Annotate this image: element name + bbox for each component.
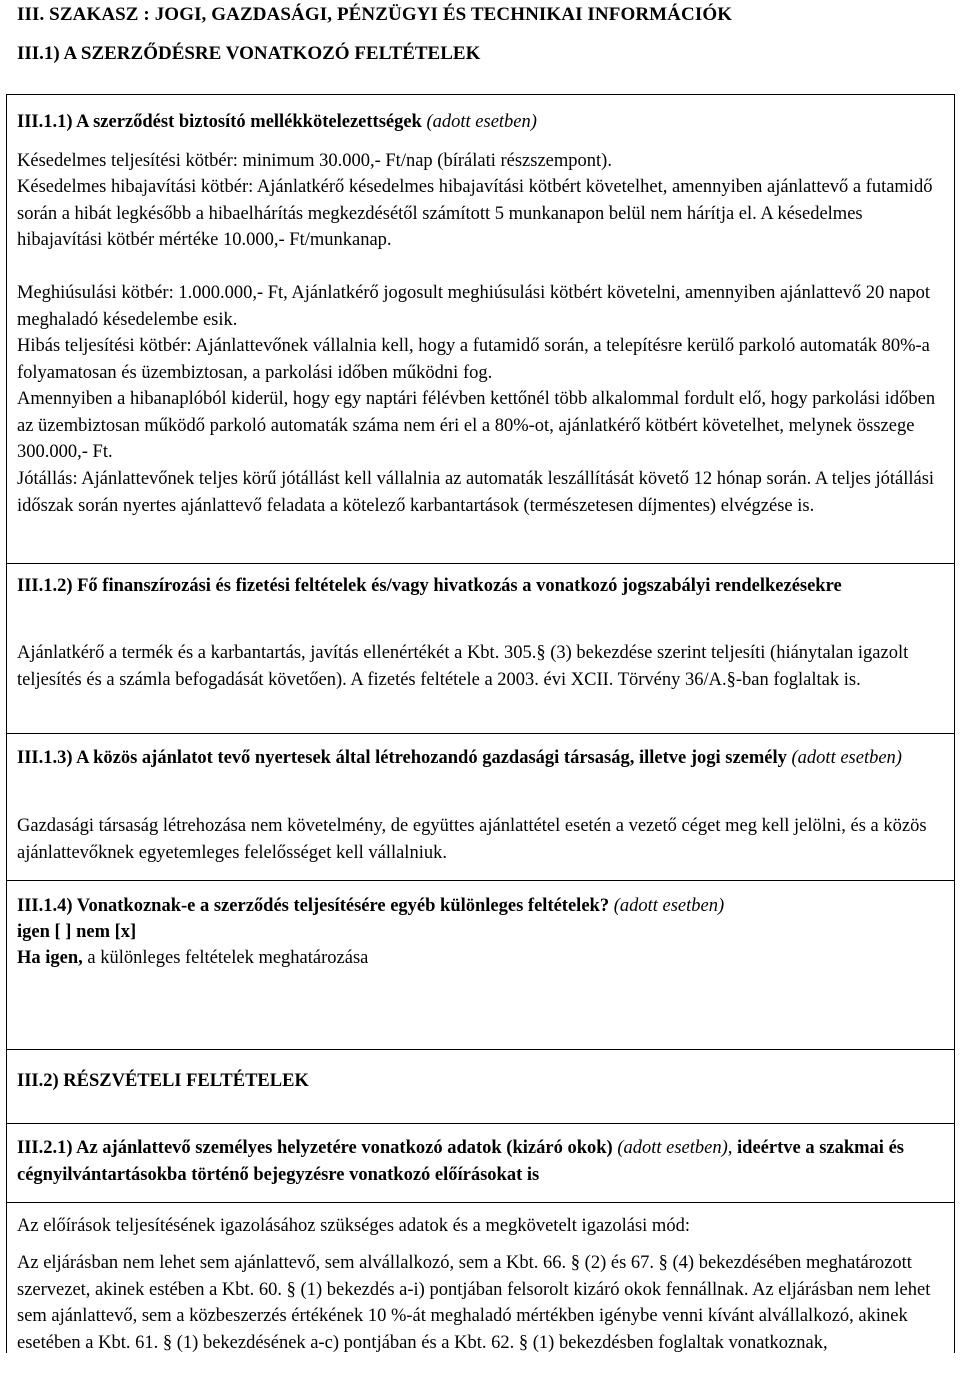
- divider: [6, 880, 955, 881]
- divider: [6, 733, 955, 734]
- s111-warranty: Jótállás: Ajánlattevőnek teljes körű jótállást kell vállalnia az automaták leszállítását követő 12 hónap során. A teljes jótállási időszak során nyertes ajánlattevő feladata a kötelező karbantartások (természetesen díjmentes) elvégzése is.: [17, 469, 935, 516]
- s111-heading-bold: III.1.1) A szerződést biztosító mellékkötelezettségek: [17, 112, 422, 132]
- s111-heading-italic: (adott esetben): [426, 112, 537, 132]
- s114-choice: igen [ ] nem [x]: [17, 922, 137, 942]
- s21-heading-bold: III.2.1) Az ajánlattevő személyes helyzetére vonatkozó adatok (kizáró okok): [17, 1138, 613, 1158]
- divider: [6, 1202, 955, 1203]
- s2-heading: [17, 1068, 947, 1095]
- s112-body: Ajánlatkérő a termék és a karbantartás, javítás ellenértékét a Kbt. 305.§ (3) bekezdése szerint teljesíti (hiánytalan igazolt teljesítés és a számla befogadását követően). A fizetés feltétele a 2003. évi XCII. Törvény 36/A.§-ban foglaltak is.: [17, 643, 909, 690]
- s2-heading-prefix: III.2) R: [17, 1071, 77, 1091]
- s112-heading: III.1.2) Fő finanszírozási és fizetési feltételek és/vagy hivatkozás a vonatkozó jogszabályi rendelkezésekre: [17, 576, 842, 596]
- s21-heading-italic: (adott esetben),: [617, 1138, 733, 1158]
- s114-if-yes-label: Ha igen,: [17, 948, 83, 968]
- s111-failure-penalty: Meghiúsulási kötbér: 1.000.000,- Ft, Ajánlatkérő jogosult meghiúsulási kötbért követelni, amennyiben ajánlattevő 20 napot meghaladó késedelembe esik.: [17, 283, 931, 330]
- divider: [6, 1123, 955, 1124]
- s114-if-yes: [17, 945, 947, 972]
- subsection-title: [17, 41, 480, 68]
- s114-if-yes-text: a különleges feltételek meghatározása: [82, 948, 369, 968]
- s113-heading-bold: III.1.3) A közös ajánlatot tevő nyertesek által létrehozandó gazdasági társaság, illetve jogi személy: [17, 748, 787, 768]
- s21-intro: Az előírások teljesítésének igazolásához szükséges adatok és a megkövetelt igazolási mód:: [17, 1216, 690, 1236]
- s111-heading: [17, 109, 947, 136]
- divider: [6, 563, 955, 564]
- subsection-prefix: III.1) A: [17, 43, 77, 64]
- s111-delay-penalty: Késedelmes teljesítési kötbér: minimum 30.000,- Ft/nap (bírálati részszempont).: [17, 151, 612, 171]
- s111-faulty-performance: Hibás teljesítési kötbér: Ajánlattevőnek vállalnia kell, hogy a futamidő során, a telepítésre kerülő parkoló automaták 80%-a folyamatosan és üzembiztosan, a parkolási időben működni fog.: [17, 336, 930, 383]
- s21-heading: [17, 1135, 947, 1188]
- section-title: III. SZAKASZ : JOGI, GAZDASÁGI, PÉNZÜGYI ÉS TECHNIKAI INFORMÁCIÓK: [17, 4, 733, 25]
- s21-heading-bold-cont: ideértve a szakmai és cégnyilvántartásokba történő bejegyzésre vonatkozó előírásokat is: [17, 1138, 904, 1185]
- s114-heading: [17, 893, 947, 920]
- s21-body: Az eljárásban nem lehet sem ajánlattevő, sem alvállalkozó, sem a Kbt. 66. § (2) és 67. § (4) bekezdésében meghatározott szervezet, akinek estében a Kbt. 60. § (1) bekezdés a-i) pontjában felsorolt kizáró okok fennállnak. Az eljárásban nem lehet sem ajánlattevő, sem a közbeszerzés értékének 10 %-át meghaladó mértékben igénybe venni kívánt alvállalkozó, akinek esetében a Kbt. 61. § (1) bekezdésének a-c) pontjában és a Kbt. 62. § (1) bekezdésben foglaltak vonatkoznak,: [17, 1253, 931, 1353]
- subsection-name: SZERZŐDÉSRE VONATKOZÓ FELTÉTELEK: [80, 43, 481, 64]
- s111-fault-log: Amennyiben a hibanaplóból kiderül, hogy egy naptári félévben kettőnél több alkalommal fordult elő, hogy parkolási időben az üzembiztosan működő parkoló automaták száma nem éri el a 80%-ot, ajánlatkérő kötbért követelhet, melynek összege 300.000,- Ft.: [17, 389, 936, 462]
- s113-heading: [17, 745, 947, 772]
- s113-heading-italic: (adott esetben): [791, 748, 902, 768]
- s114-heading-bold: III.1.4) Vonatkoznak-e a szerződés teljesítésére egyéb különleges feltételek?: [17, 896, 610, 916]
- s113-body: Gazdasági társaság létrehozása nem követelmény, de együttes ajánlattétel esetén a vezető céget meg kell jelölni, és a közös ajánlattevőknek egyetemleges felelősséget kell vállalniuk.: [17, 816, 927, 863]
- s114-heading-italic: (adott esetben): [613, 896, 725, 916]
- divider: [6, 1049, 955, 1050]
- s2-heading-title: ÉSZVÉTELI FELTÉTELEK: [76, 1071, 309, 1091]
- s111-repair-penalty: Késedelmes hibajavítási kötbér: Ajánlatkérő késedelmes hibajavítási kötbért követelhet, amennyiben ajánlattevő a futamidő során a hibát legkésőbb a hibaelhárítás megkezdésétől számított 5 munkanapon belül nem hárítja el. A késedelmes hibajavítási kötbér mértéke 10.000,- Ft/munkanap.: [17, 177, 933, 250]
